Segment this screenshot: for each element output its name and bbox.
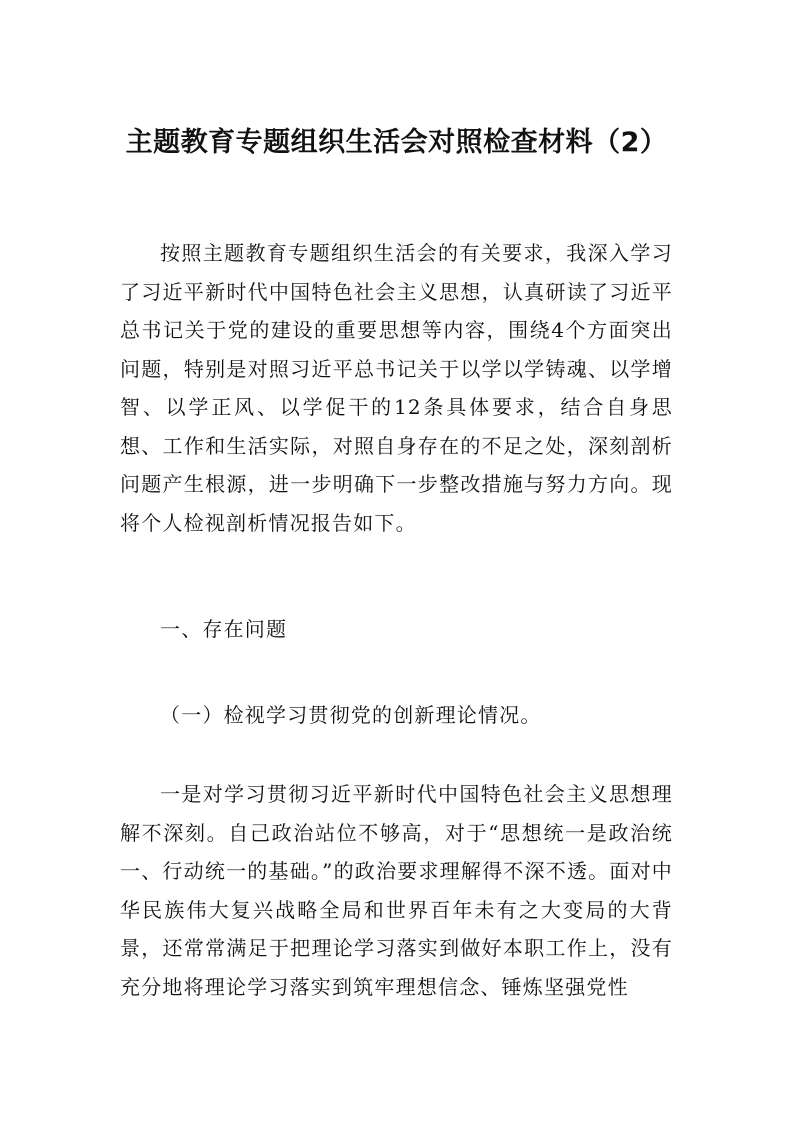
subsection-heading: （一）检视学习贯彻党的创新理论情况。 xyxy=(160,703,542,727)
body-paragraph: 一是对学习贯彻习近平新时代中国特色社会主义思想理解不深刻。自己政治站位不够高，对于“思想统一是政治统一、行动统一的基础。”的政治要求理解得不深不透。面对中华民族伟大复兴战略全局和世界百年未有之大变局的大背景，还常常满足于把理论学习落实到做好本职工作上，没有充分地将理论学习落实到筑牢理想信念、锤炼坚强党性 xyxy=(120,782,673,999)
section-heading: 一、存在问题 xyxy=(160,617,288,641)
document-title: 主题教育专题组织生活会对照检查材料（2） xyxy=(125,127,668,158)
intro-paragraph: 按照主题教育专题组织生活会的有关要求，我深入学习了习近平新时代中国特色社会主义思想，认真研读了习近平总书记关于党的建设的重要思想等内容，围绕4个方面突出问题，特别是对照习近平总书记关于以学以学铸魂、以学增智、以学正风、以学促干的12条具体要求，结合自身思想、工作和生活实际，对照自身存在的不足之处，深刻剖析问题产生根源，进一步明确下一步整改措施与努力方向。现将个人检视剖析情况报告如下。 xyxy=(120,241,673,535)
